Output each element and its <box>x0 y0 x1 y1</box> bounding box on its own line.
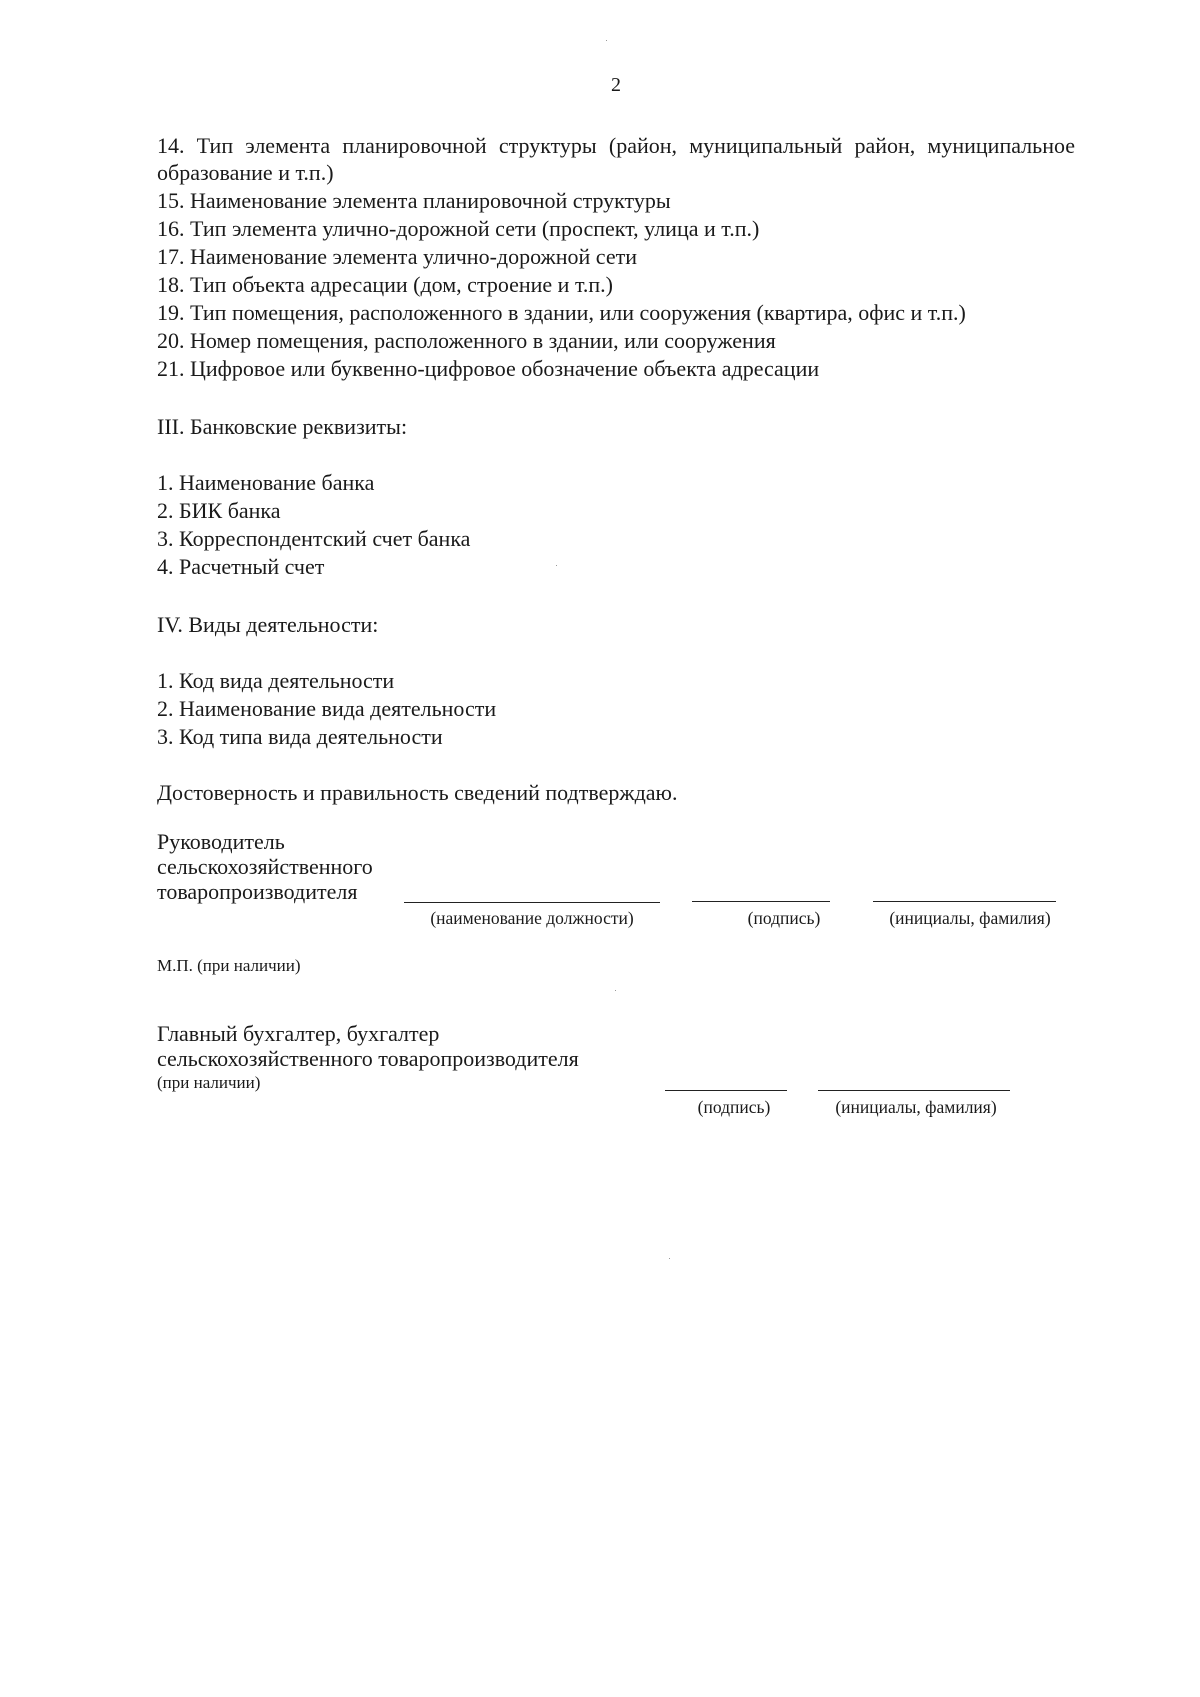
address-item-19: 19. Тип помещения, расположенного в здании, или сооружения (квартира, офис и т.п.) <box>157 300 966 325</box>
accountant-label-line: сельскохозяйственного товаропроизводителя <box>157 1046 579 1071</box>
accountant-note: (при наличии) <box>157 1073 261 1092</box>
bank-section-title: III. Банковские реквизиты: <box>157 414 408 439</box>
head-label-line: сельскохозяйственного <box>157 854 373 879</box>
head-label-line: Руководитель <box>157 829 285 854</box>
accountant-name-caption: (инициалы, фамилия) <box>835 1097 997 1117</box>
activity-item: 3. Код типа вида деятельности <box>157 724 443 749</box>
position-signature-line <box>404 902 660 903</box>
scan-speck <box>615 990 616 991</box>
page-number: 2 <box>611 74 621 96</box>
address-item-21: 21. Цифровое или буквенно-цифровое обозначение объекта адресации <box>157 356 820 381</box>
scan-speck <box>669 1258 670 1259</box>
accountant-signature-caption: (подпись) <box>697 1097 771 1117</box>
address-item-14: 14. Тип элемента планировочной структуры (район, муниципальный район, муниципальное образование и т.п.) <box>157 133 1075 185</box>
stamp-note: М.П. (при наличии) <box>157 956 301 975</box>
bank-item: 2. БИК банка <box>157 498 281 523</box>
signature-caption: (подпись) <box>747 908 821 928</box>
bank-item: 4. Расчетный счет <box>157 554 325 579</box>
address-item-15: 15. Наименование элемента планировочной структуры <box>157 188 671 213</box>
head-label-line: товаропроизводителя <box>157 879 358 904</box>
activity-section-title: IV. Виды деятельности: <box>157 612 379 637</box>
signature-line <box>692 901 830 902</box>
bank-item: 3. Корреспондентский счет банка <box>157 526 471 551</box>
accountant-label-line: Главный бухгалтер, бухгалтер <box>157 1021 440 1046</box>
scan-speck <box>556 565 557 566</box>
address-item-17: 17. Наименование элемента улично-дорожной сети <box>157 244 637 269</box>
confirmation-statement: Достоверность и правильность сведений подтверждаю. <box>157 780 678 805</box>
position-caption: (наименование должности) <box>430 908 634 928</box>
scan-speck <box>606 40 607 41</box>
name-signature-line <box>873 901 1056 902</box>
accountant-signature-line <box>665 1090 787 1091</box>
activity-item: 1. Код вида деятельности <box>157 668 395 693</box>
address-item-16: 16. Тип элемента улично-дорожной сети (проспект, улица и т.п.) <box>157 216 760 241</box>
name-caption: (инициалы, фамилия) <box>889 908 1051 928</box>
address-item-18: 18. Тип объекта адресации (дом, строение и т.п.) <box>157 272 614 297</box>
bank-item: 1. Наименование банка <box>157 470 375 495</box>
accountant-name-line <box>818 1090 1010 1091</box>
activity-item: 2. Наименование вида деятельности <box>157 696 497 721</box>
address-item-20: 20. Номер помещения, расположенного в здании, или сооружения <box>157 328 776 353</box>
